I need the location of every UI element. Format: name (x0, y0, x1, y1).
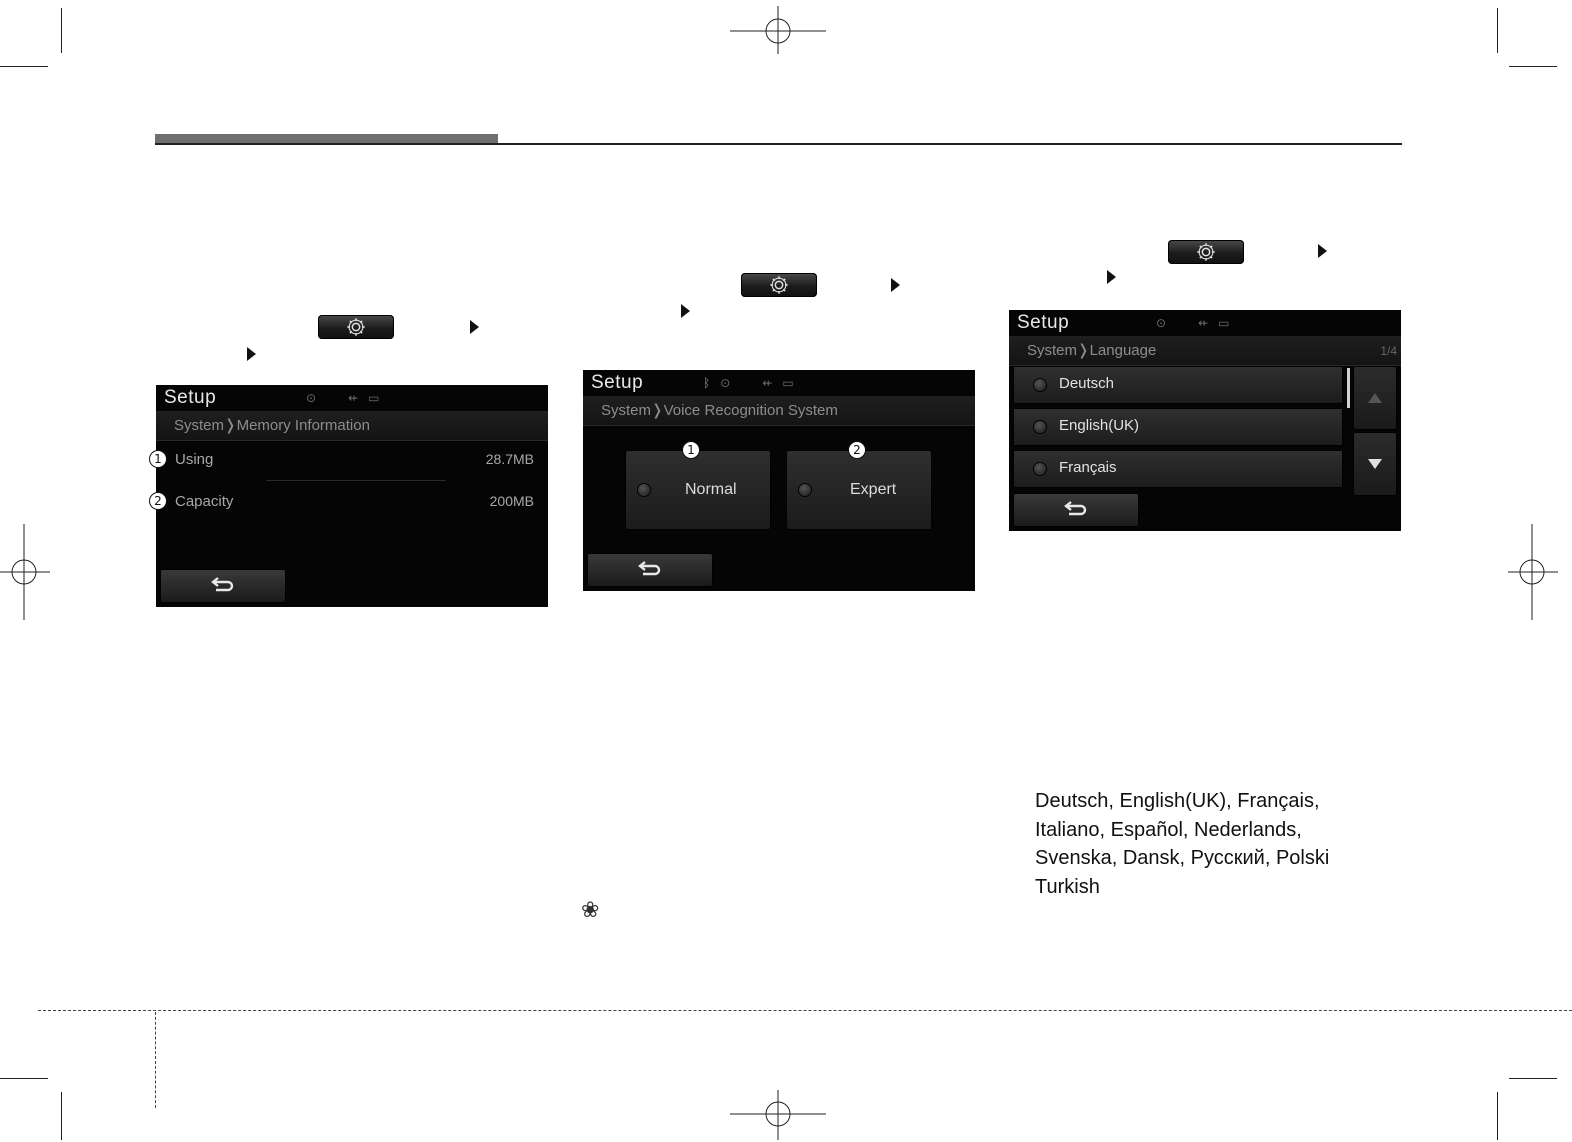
crop-mark (61, 8, 62, 53)
screen-title: Setup (1017, 312, 1070, 333)
arrow-right-icon (891, 278, 900, 292)
scroll-up-icon (1367, 392, 1383, 404)
back-arrow-icon (1063, 501, 1089, 519)
callout-2: 2 (848, 441, 866, 459)
radio-indicator (1034, 463, 1046, 475)
crop-mark (1509, 66, 1557, 67)
callout-2: 2 (149, 492, 167, 510)
crop-mark (1497, 1092, 1498, 1140)
back-arrow-icon (637, 561, 663, 579)
scroll-down-icon (1367, 458, 1383, 470)
back-button[interactable] (1013, 493, 1139, 527)
supported-languages-list (1035, 787, 1329, 901)
breadcrumb: System❭Memory Information (156, 411, 548, 441)
scroll-down-button[interactable] (1353, 432, 1397, 496)
header-rule (155, 143, 1402, 145)
capacity-value: 200MB (489, 493, 534, 509)
setup-key-button (318, 315, 394, 339)
language-item-label: Français (1059, 459, 1117, 476)
setup-key-button (1168, 240, 1244, 264)
breadcrumb (1009, 336, 1401, 366)
status-icon: ⊙ (306, 391, 317, 405)
scrollbar-thumb[interactable] (1347, 368, 1350, 408)
normal-mode-label: Normal (685, 481, 737, 498)
registration-mark-icon (0, 524, 50, 620)
language-item-label: Deutsch (1059, 375, 1115, 392)
bluetooth-icon: ᛒ (703, 376, 711, 390)
setup-key-button (741, 273, 817, 297)
battery-icon: ▭ (1218, 316, 1230, 330)
callout-1: 1 (149, 450, 167, 468)
language-item-deutsch[interactable] (1013, 366, 1343, 404)
breadcrumb-text: System❭Language (1027, 342, 1157, 359)
using-value: 28.7MB (485, 451, 534, 467)
memory-info-screen (156, 385, 548, 607)
status-icon: ⊙ (1156, 316, 1167, 330)
language-list-line: Turkish (1035, 875, 1100, 898)
breadcrumb: System❭Voice Recognition System (583, 396, 975, 426)
arrow-right-icon (247, 347, 256, 361)
screen-title: Setup (164, 387, 217, 408)
language-item-english-uk[interactable] (1013, 408, 1343, 446)
row-divider (266, 480, 446, 481)
scroll-up-button[interactable] (1353, 366, 1397, 430)
radio-indicator (799, 484, 811, 496)
footer-dashed-rule (38, 1010, 1572, 1011)
battery-icon: ▭ (368, 391, 380, 405)
normal-mode-button[interactable] (625, 450, 771, 530)
language-list-line: Italiano, Español, Nederlands, (1035, 818, 1302, 841)
crop-mark (61, 1092, 62, 1140)
usb-icon: ⇷ (1198, 316, 1209, 330)
back-button[interactable] (160, 569, 286, 603)
back-button[interactable] (587, 553, 713, 587)
status-icons (1156, 316, 1229, 330)
usb-icon: ⇷ (348, 391, 359, 405)
usb-icon: ⇷ (762, 376, 773, 390)
voice-recognition-screen (583, 370, 975, 591)
arrow-right-icon (681, 304, 690, 318)
radio-indicator (638, 484, 650, 496)
page-indicator: 1/4 (1380, 344, 1397, 358)
crop-mark (1509, 1078, 1557, 1079)
radio-indicator (1034, 379, 1046, 391)
language-list-line: Svenska, Dansk, Русский, Polski (1035, 847, 1330, 869)
status-icons (703, 376, 794, 390)
status-icons (306, 391, 379, 405)
registration-mark-icon (730, 6, 826, 54)
crop-mark (0, 66, 48, 67)
language-screen (1009, 310, 1401, 531)
registration-mark-icon (730, 1090, 826, 1140)
screen-title: Setup (591, 372, 644, 393)
note-symbol: ❀ (581, 897, 600, 922)
capacity-label: Capacity (175, 493, 234, 510)
arrow-right-icon (1318, 244, 1327, 258)
status-icon: ⊙ (720, 376, 731, 390)
radio-indicator (1034, 421, 1046, 433)
footer-dashed-divider (155, 1012, 156, 1108)
expert-mode-label: Expert (850, 481, 897, 498)
crop-mark (1497, 8, 1498, 53)
gear-icon (345, 316, 367, 338)
language-item-francais[interactable] (1013, 450, 1343, 488)
arrow-right-icon (1107, 270, 1116, 284)
language-item-label: English(UK) (1059, 417, 1140, 434)
back-arrow-icon (210, 577, 236, 595)
arrow-right-icon (470, 320, 479, 334)
using-label: Using (175, 451, 214, 468)
gear-icon (1195, 241, 1217, 263)
registration-mark-icon (1508, 524, 1558, 620)
language-list-line: Deutsch, English(UK), Français, (1035, 790, 1320, 812)
expert-mode-button[interactable] (786, 450, 932, 530)
callout-1: 1 (682, 441, 700, 459)
battery-icon: ▭ (782, 376, 794, 390)
crop-mark (0, 1078, 48, 1079)
gear-icon (768, 274, 790, 296)
